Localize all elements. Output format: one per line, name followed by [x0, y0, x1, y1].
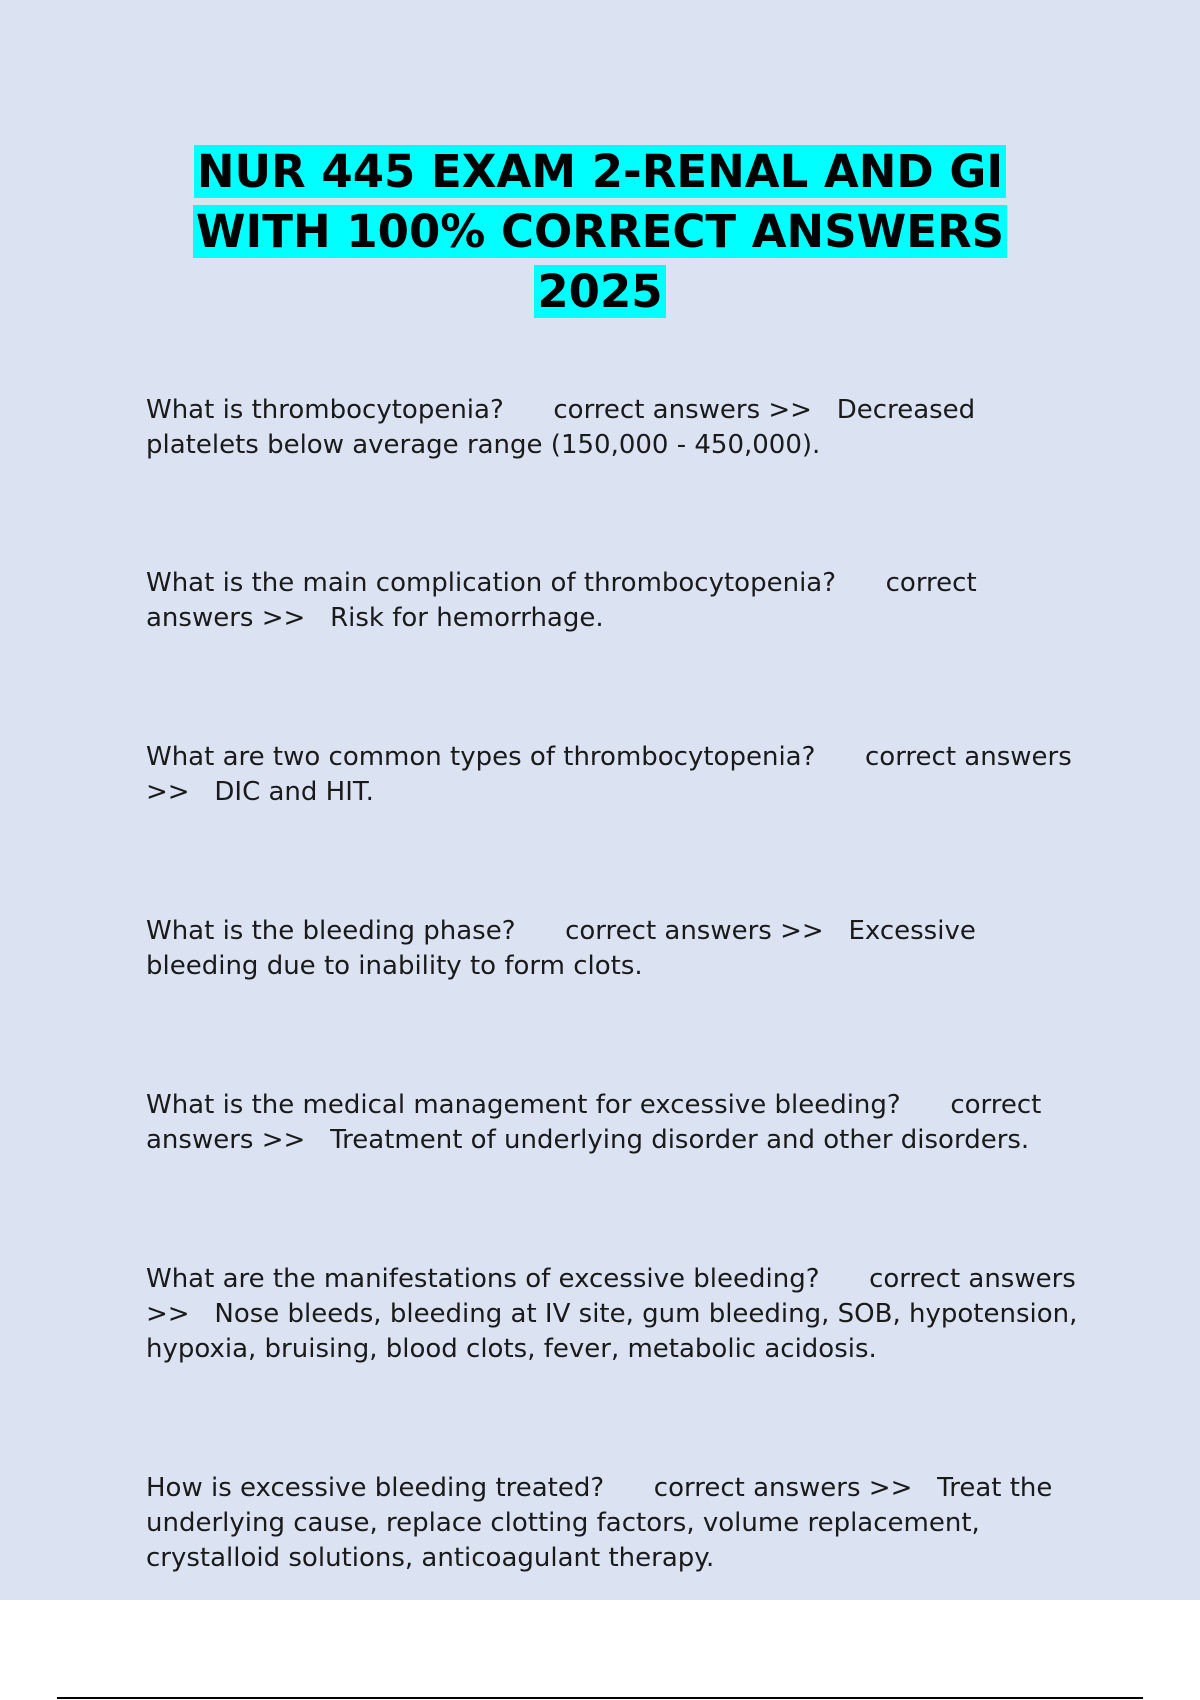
answer-marker: correct answers >>: [146, 1264, 1076, 1329]
question-text: What is the main complication of thrombocytopenia?: [146, 568, 837, 598]
answer-marker: correct answers >>: [653, 1473, 913, 1503]
footer-rule: [57, 1697, 1143, 1699]
answer-text: DIC and HIT.: [214, 777, 374, 807]
title-line-3: 2025: [534, 265, 665, 318]
title-line-1: NUR 445 EXAM 2-RENAL AND GI: [194, 145, 1006, 198]
question-text: What is the medical management for excessive bleeding?: [146, 1090, 901, 1120]
qa-item-3: [146, 740, 1086, 810]
answer-marker: correct answers >>: [146, 742, 1072, 807]
answer-marker: correct answers >>: [553, 395, 812, 425]
question-text: What is thrombocytopenia?: [146, 395, 504, 425]
title-line-2: WITH 100% CORRECT ANSWERS: [193, 205, 1007, 258]
question-text: What are the manifestations of excessive bleeding?: [146, 1264, 820, 1294]
answer-text: Treat the underlying cause, replace clotting factors, volume replacement, crystalloid solutions, anticoagulant therapy.: [146, 1473, 1053, 1573]
answer-marker: correct answers >>: [146, 568, 977, 633]
question-text: What are two common types of thrombocytopenia?: [146, 742, 816, 772]
answer-marker: correct answers >>: [565, 916, 824, 946]
question-text: How is excessive bleeding treated?: [146, 1473, 605, 1503]
qa-item-1: [146, 393, 1086, 463]
qa-list: [146, 393, 1086, 1576]
document-title: [100, 142, 1100, 322]
qa-item-6: [146, 1262, 1086, 1367]
qa-item-4: [146, 914, 1086, 984]
question-text: What is the bleeding phase?: [146, 916, 516, 946]
qa-item-7: [146, 1471, 1086, 1576]
qa-item-2: [146, 566, 1086, 636]
answer-text: Treatment of underlying disorder and other disorders.: [330, 1125, 1030, 1155]
answer-text: Decreased platelets below average range (150,000 - 450,000).: [146, 395, 976, 460]
answer-text: Risk for hemorrhage.: [330, 603, 604, 633]
answer-text: Excessive bleeding due to inability to form clots.: [146, 916, 976, 981]
qa-item-5: [146, 1088, 1086, 1158]
answer-text: Nose bleeds, bleeding at IV site, gum bleeding, SOB, hypotension, hypoxia, bruising, blood clots, fever, metabolic acidosis.: [146, 1299, 1078, 1364]
answer-marker: correct answers >>: [146, 1090, 1042, 1155]
